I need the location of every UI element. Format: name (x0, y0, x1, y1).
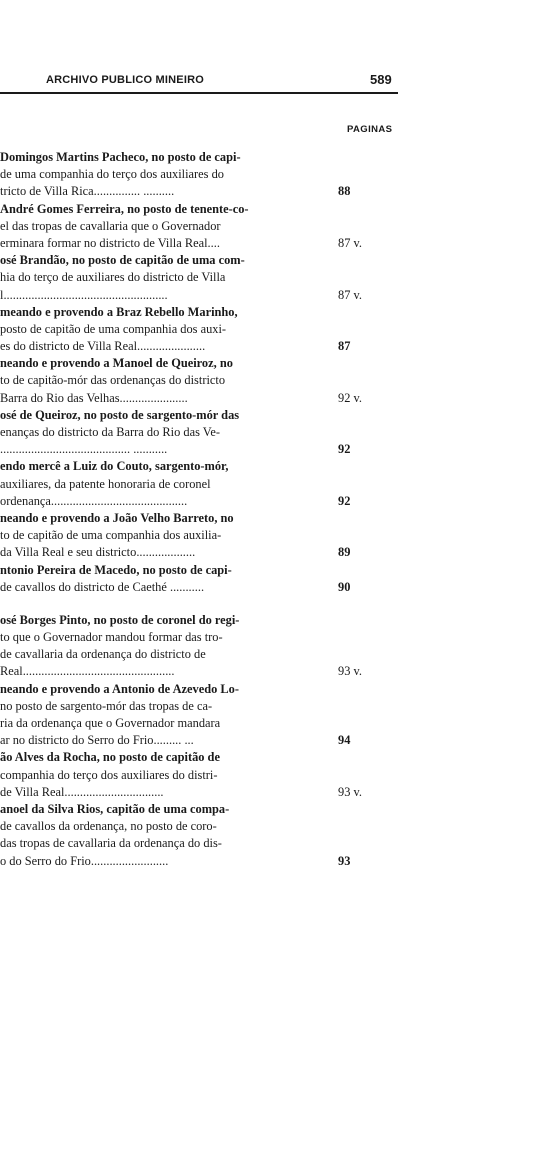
page-reference: 93 v. (338, 784, 362, 799)
entry-line: André Gomes Ferreira, no posto de tenente-co- (0, 201, 249, 216)
index-entry (0, 681, 410, 750)
entry-line: osé Brandão, no posto de capitão de uma com- (0, 253, 245, 268)
entry-line: auxiliares, da patente honoraria de coronel (0, 476, 211, 491)
page-reference: 92 (338, 493, 351, 508)
index-entry (0, 304, 410, 356)
column-header-paginas: PAGINAS (347, 124, 393, 135)
entry-line: de cavallaria da ordenança do districto de (0, 647, 206, 662)
entry-line: anoel da Silva Rios, capitão de uma compa- (0, 801, 230, 816)
page-reference: 87 (338, 339, 351, 354)
entry-line: de cavallos da ordenança, no posto de coro- (0, 819, 217, 834)
entry-line: el das tropas de cavallaria que o Governador (0, 218, 221, 233)
entry-line: Barra do Rio das Velhas...................... (0, 390, 188, 405)
running-header-title: ARCHIVO PUBLICO MINEIRO (46, 74, 204, 86)
entry-line: es do districto de Villa Real...................... (0, 339, 206, 354)
page-reference: 87 v. (338, 235, 362, 250)
entry-line: ão Alves da Rocha, no posto de capitão de (0, 750, 220, 765)
page-number: 589 (370, 72, 392, 87)
entry-line: tricto de Villa Rica............... .......... (0, 184, 175, 199)
entry-line: enanças do districto da Barra do Rio das Ve- (0, 425, 220, 439)
entry-line: o do Serro do Frio......................... (0, 853, 169, 868)
entry-line: posto de capitão de uma companhia dos auxi- (0, 321, 227, 336)
page-reference: 87 v. (338, 287, 362, 302)
entry-line: companhia do terço dos auxiliares do distri- (0, 767, 218, 782)
entry-line: osé Borges Pinto, no posto de coronel do regi- (0, 612, 240, 627)
page-reference: 93 v. (338, 664, 362, 679)
entry-line: meando e provendo a Braz Rebello Marinho, (0, 304, 238, 319)
entry-line: Domingos Martins Pacheco, no posto de capi- (0, 150, 241, 164)
entry-line: neando e provendo a Antonio de Azevedo Lo- (0, 681, 240, 696)
index-entry (0, 562, 410, 596)
page-reference: 93 (338, 853, 351, 868)
header-rule (0, 92, 398, 94)
index-entry (0, 612, 410, 681)
index-entry (0, 355, 410, 407)
index-entry (0, 201, 410, 253)
page-reference: 90 (338, 579, 351, 594)
entry-line: ria da ordenança que o Governador mandara (0, 716, 221, 730)
page-reference: 94 (338, 733, 351, 748)
entry-line: to de capitão de uma companhia dos auxilia- (0, 528, 222, 543)
entry-line: endo mercê a Luiz do Couto, sargento-mór, (0, 459, 229, 474)
entry-line: neando e provendo a Manoel de Queiroz, no (0, 356, 233, 371)
index-entry (0, 510, 410, 562)
index-entry (0, 149, 410, 201)
entry-line: neando e provendo a João Velho Barreto, no (0, 510, 234, 525)
entry-line: da Villa Real e seu districto................... (0, 545, 196, 560)
entry-line: ordenança............................................ (0, 493, 188, 508)
entry-line: hia do terço de auxiliares do districto de Villa (0, 270, 226, 285)
entry-line: das tropas de cavallaria da ordenança do dis- (0, 836, 222, 851)
page-reference: 92 (338, 442, 351, 457)
entry-line: to que o Governador mandou formar das tro- (0, 630, 223, 645)
entry-line: erminara formar no districto de Villa Real.... (0, 235, 220, 250)
entry-line: de uma companhia do terço dos auxiliares do (0, 167, 224, 182)
index-entries (0, 149, 410, 870)
page-reference: 89 (338, 545, 351, 560)
page-reference: 88 (338, 184, 351, 199)
entry-line: l..................................................... (0, 287, 168, 302)
page-reference: 92 v. (338, 390, 362, 405)
index-entry (0, 801, 410, 870)
entry-line: to de capitão-mór das ordenanças do districto (0, 373, 226, 388)
index-entry (0, 458, 410, 510)
index-entry (0, 252, 410, 304)
entry-line: osé de Queiroz, no posto de sargento-mór das (0, 407, 240, 422)
entry-line: .......................................... ........... (0, 442, 168, 457)
entry-line: no posto de sargento-mór das tropas de ca- (0, 698, 213, 713)
entry-line: Real................................................. (0, 664, 175, 679)
entry-line: ar no districto do Serro do Frio......... ... (0, 733, 194, 748)
index-entry (0, 407, 410, 459)
entry-line: de cavallos do districto de Caethé ........... (0, 579, 205, 594)
entry-line: ntonio Pereira de Macedo, no posto de capi- (0, 562, 232, 577)
entry-line: de Villa Real................................ (0, 784, 164, 799)
index-entry (0, 749, 410, 801)
